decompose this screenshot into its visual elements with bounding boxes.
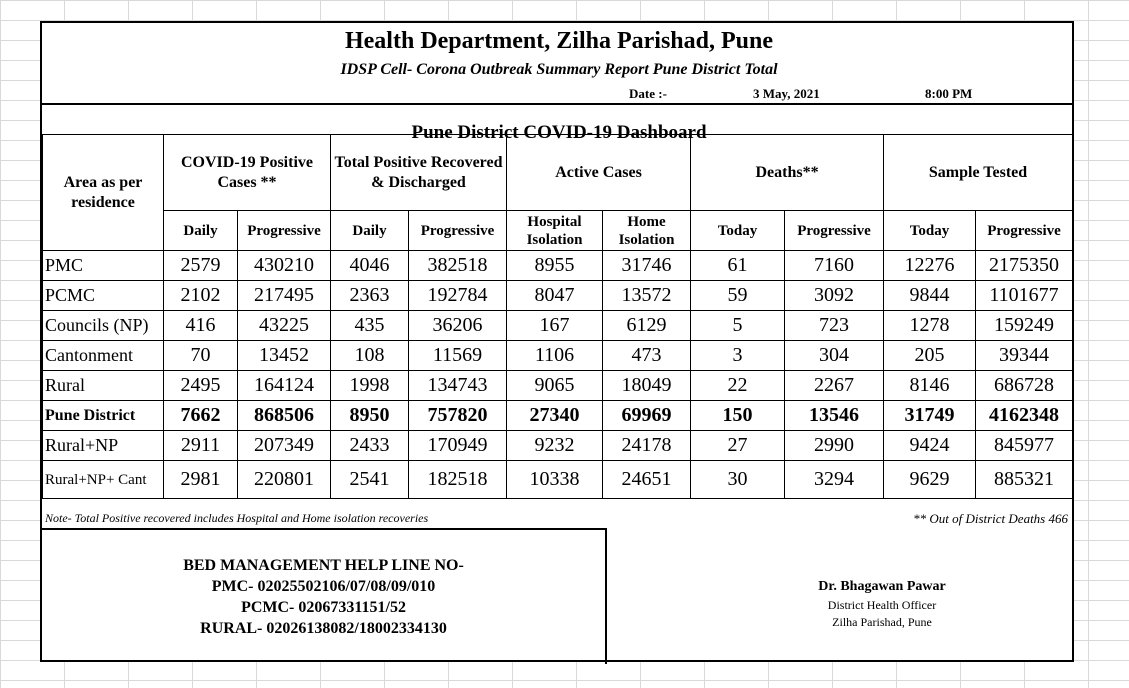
row-area-label: Rural+NP (43, 431, 164, 461)
subheader: Progressive (976, 211, 1073, 251)
subheader: Progressive (238, 211, 331, 251)
cell-value: 1998 (331, 371, 409, 401)
cell-value: 9424 (884, 431, 976, 461)
cell-value: 845977 (976, 431, 1073, 461)
cell-value: 2495 (164, 371, 238, 401)
group-header-deaths: Deaths** (691, 135, 884, 211)
subheader: Daily (331, 211, 409, 251)
cell-value: 164124 (238, 371, 331, 401)
cell-value: 2267 (785, 371, 884, 401)
cell-value: 757820 (409, 401, 507, 431)
cell-value: 473 (603, 341, 691, 371)
subheader: Progressive (409, 211, 507, 251)
cell-value: 4046 (331, 251, 409, 281)
cell-value: 2102 (164, 281, 238, 311)
cell-value: 220801 (238, 461, 331, 499)
cell-value: 2990 (785, 431, 884, 461)
cell-value: 43225 (238, 311, 331, 341)
cell-value: 430210 (238, 251, 331, 281)
cell-value: 7662 (164, 401, 238, 431)
cell-value: 11569 (409, 341, 507, 371)
cell-value: 8950 (331, 401, 409, 431)
note-right: ** Out of District Deaths 466 (913, 511, 1068, 526)
row-area-label: Pune District (43, 401, 164, 431)
subheader: Today (884, 211, 976, 251)
time-value: 8:00 PM (925, 86, 973, 101)
cell-value: 9844 (884, 281, 976, 311)
cell-value: 885321 (976, 461, 1073, 499)
cell-value: 207349 (238, 431, 331, 461)
cell-value: 8955 (507, 251, 603, 281)
cell-value: 7160 (785, 251, 884, 281)
cell-value: 192784 (409, 281, 507, 311)
covid-summary-table (42, 134, 1073, 499)
subheader: Hospital Isolation (507, 211, 603, 251)
row-area-label: Cantonment (43, 341, 164, 371)
cell-value: 9232 (507, 431, 603, 461)
cell-value: 6129 (603, 311, 691, 341)
cell-value: 1106 (507, 341, 603, 371)
cell-value: 159249 (976, 311, 1073, 341)
cell-value: 2541 (331, 461, 409, 499)
cell-value: 39344 (976, 341, 1073, 371)
helpline-title: BED MANAGEMENT HELP LINE NO- (183, 557, 464, 574)
cell-value: 59 (691, 281, 785, 311)
helpline-box (42, 528, 607, 664)
cell-value: 5 (691, 311, 785, 341)
area-header: Area as per residence (43, 135, 164, 251)
cell-value: 8047 (507, 281, 603, 311)
divider (42, 103, 1072, 105)
row-area-label: Councils (NP) (43, 311, 164, 341)
cell-value: 723 (785, 311, 884, 341)
cell-value: 9629 (884, 461, 976, 499)
cell-value: 61 (691, 251, 785, 281)
signatory-name: Dr. Bhagawan Pawar (818, 579, 946, 594)
table-row (43, 401, 1073, 431)
group-header-samples: Sample Tested (884, 135, 1073, 211)
cell-value: 18049 (603, 371, 691, 401)
table-row (43, 431, 1073, 461)
cell-value: 686728 (976, 371, 1073, 401)
cell-value: 13572 (603, 281, 691, 311)
cell-value: 182518 (409, 461, 507, 499)
cell-value: 3294 (785, 461, 884, 499)
report-title: Health Department, Zilha Parishad, Pune (344, 28, 773, 54)
cell-value: 435 (331, 311, 409, 341)
helpline-pmc: PMC- 02025502106/07/08/09/010 (211, 578, 436, 595)
report-subtitle: IDSP Cell- Corona Outbreak Summary Report Pune District Total (340, 61, 778, 78)
cell-value: 2175350 (976, 251, 1073, 281)
subheader: Daily (164, 211, 238, 251)
cell-value: 24178 (603, 431, 691, 461)
row-area-label: Rural+NP+ Cant (43, 461, 164, 499)
cell-value: 2911 (164, 431, 238, 461)
cell-value: 2579 (164, 251, 238, 281)
cell-value: 13452 (238, 341, 331, 371)
cell-value: 69969 (603, 401, 691, 431)
cell-value: 170949 (409, 431, 507, 461)
table-row (43, 281, 1073, 311)
cell-value: 868506 (238, 401, 331, 431)
subheader: Home Isolation (603, 211, 691, 251)
row-area-label: PMC (43, 251, 164, 281)
cell-value: 24651 (603, 461, 691, 499)
cell-value: 13546 (785, 401, 884, 431)
cell-value: 1101677 (976, 281, 1073, 311)
cell-value: 1278 (884, 311, 976, 341)
cell-value: 9065 (507, 371, 603, 401)
cell-value: 31749 (884, 401, 976, 431)
cell-value: 382518 (409, 251, 507, 281)
cell-value: 3 (691, 341, 785, 371)
row-area-label: Rural (43, 371, 164, 401)
cell-value: 8146 (884, 371, 976, 401)
cell-value: 31746 (603, 251, 691, 281)
signatory-designation: District Health Officer (827, 598, 937, 612)
cell-value: 416 (164, 311, 238, 341)
cell-value: 30 (691, 461, 785, 499)
cell-value: 2433 (331, 431, 409, 461)
cell-value: 304 (785, 341, 884, 371)
cell-value: 27340 (507, 401, 603, 431)
cell-value: 10338 (507, 461, 603, 499)
cell-value: 22 (691, 371, 785, 401)
cell-value: 150 (691, 401, 785, 431)
date-value: 3 May, 2021 (753, 86, 820, 101)
report-sheet (40, 21, 1074, 662)
table-row (43, 311, 1073, 341)
signatory-office: Zilha Parishad, Pune (832, 615, 932, 629)
cell-value: 2363 (331, 281, 409, 311)
cell-value: 4162348 (976, 401, 1073, 431)
table-row (43, 371, 1073, 401)
table-row (43, 251, 1073, 281)
cell-value: 70 (164, 341, 238, 371)
cell-value: 108 (331, 341, 409, 371)
cell-value: 205 (884, 341, 976, 371)
cell-value: 3092 (785, 281, 884, 311)
dashboard-title: Pune District COVID-19 Dashboard (411, 122, 707, 143)
helpline-rural: RURAL- 02026138082/18002334130 (200, 620, 447, 637)
table-row (43, 341, 1073, 371)
table-row (43, 461, 1073, 499)
cell-value: 167 (507, 311, 603, 341)
group-header-positive: COVID-19 Positive Cases ** (164, 135, 331, 211)
cell-value: 36206 (409, 311, 507, 341)
cell-value: 217495 (238, 281, 331, 311)
group-header-recovered: Total Positive Recovered & Discharged (331, 135, 507, 211)
cell-value: 27 (691, 431, 785, 461)
cell-value: 134743 (409, 371, 507, 401)
group-header-active: Active Cases (507, 135, 691, 211)
cell-value: 12276 (884, 251, 976, 281)
helpline-pcmc: PCMC- 02067331151/52 (241, 599, 406, 616)
date-label: Date :- (629, 86, 667, 101)
subheader: Today (691, 211, 785, 251)
note-left: Note- Total Positive recovered includes Hospital and Home isolation recoveries (45, 511, 429, 525)
row-area-label: PCMC (43, 281, 164, 311)
cell-value: 2981 (164, 461, 238, 499)
subheader: Progressive (785, 211, 884, 251)
